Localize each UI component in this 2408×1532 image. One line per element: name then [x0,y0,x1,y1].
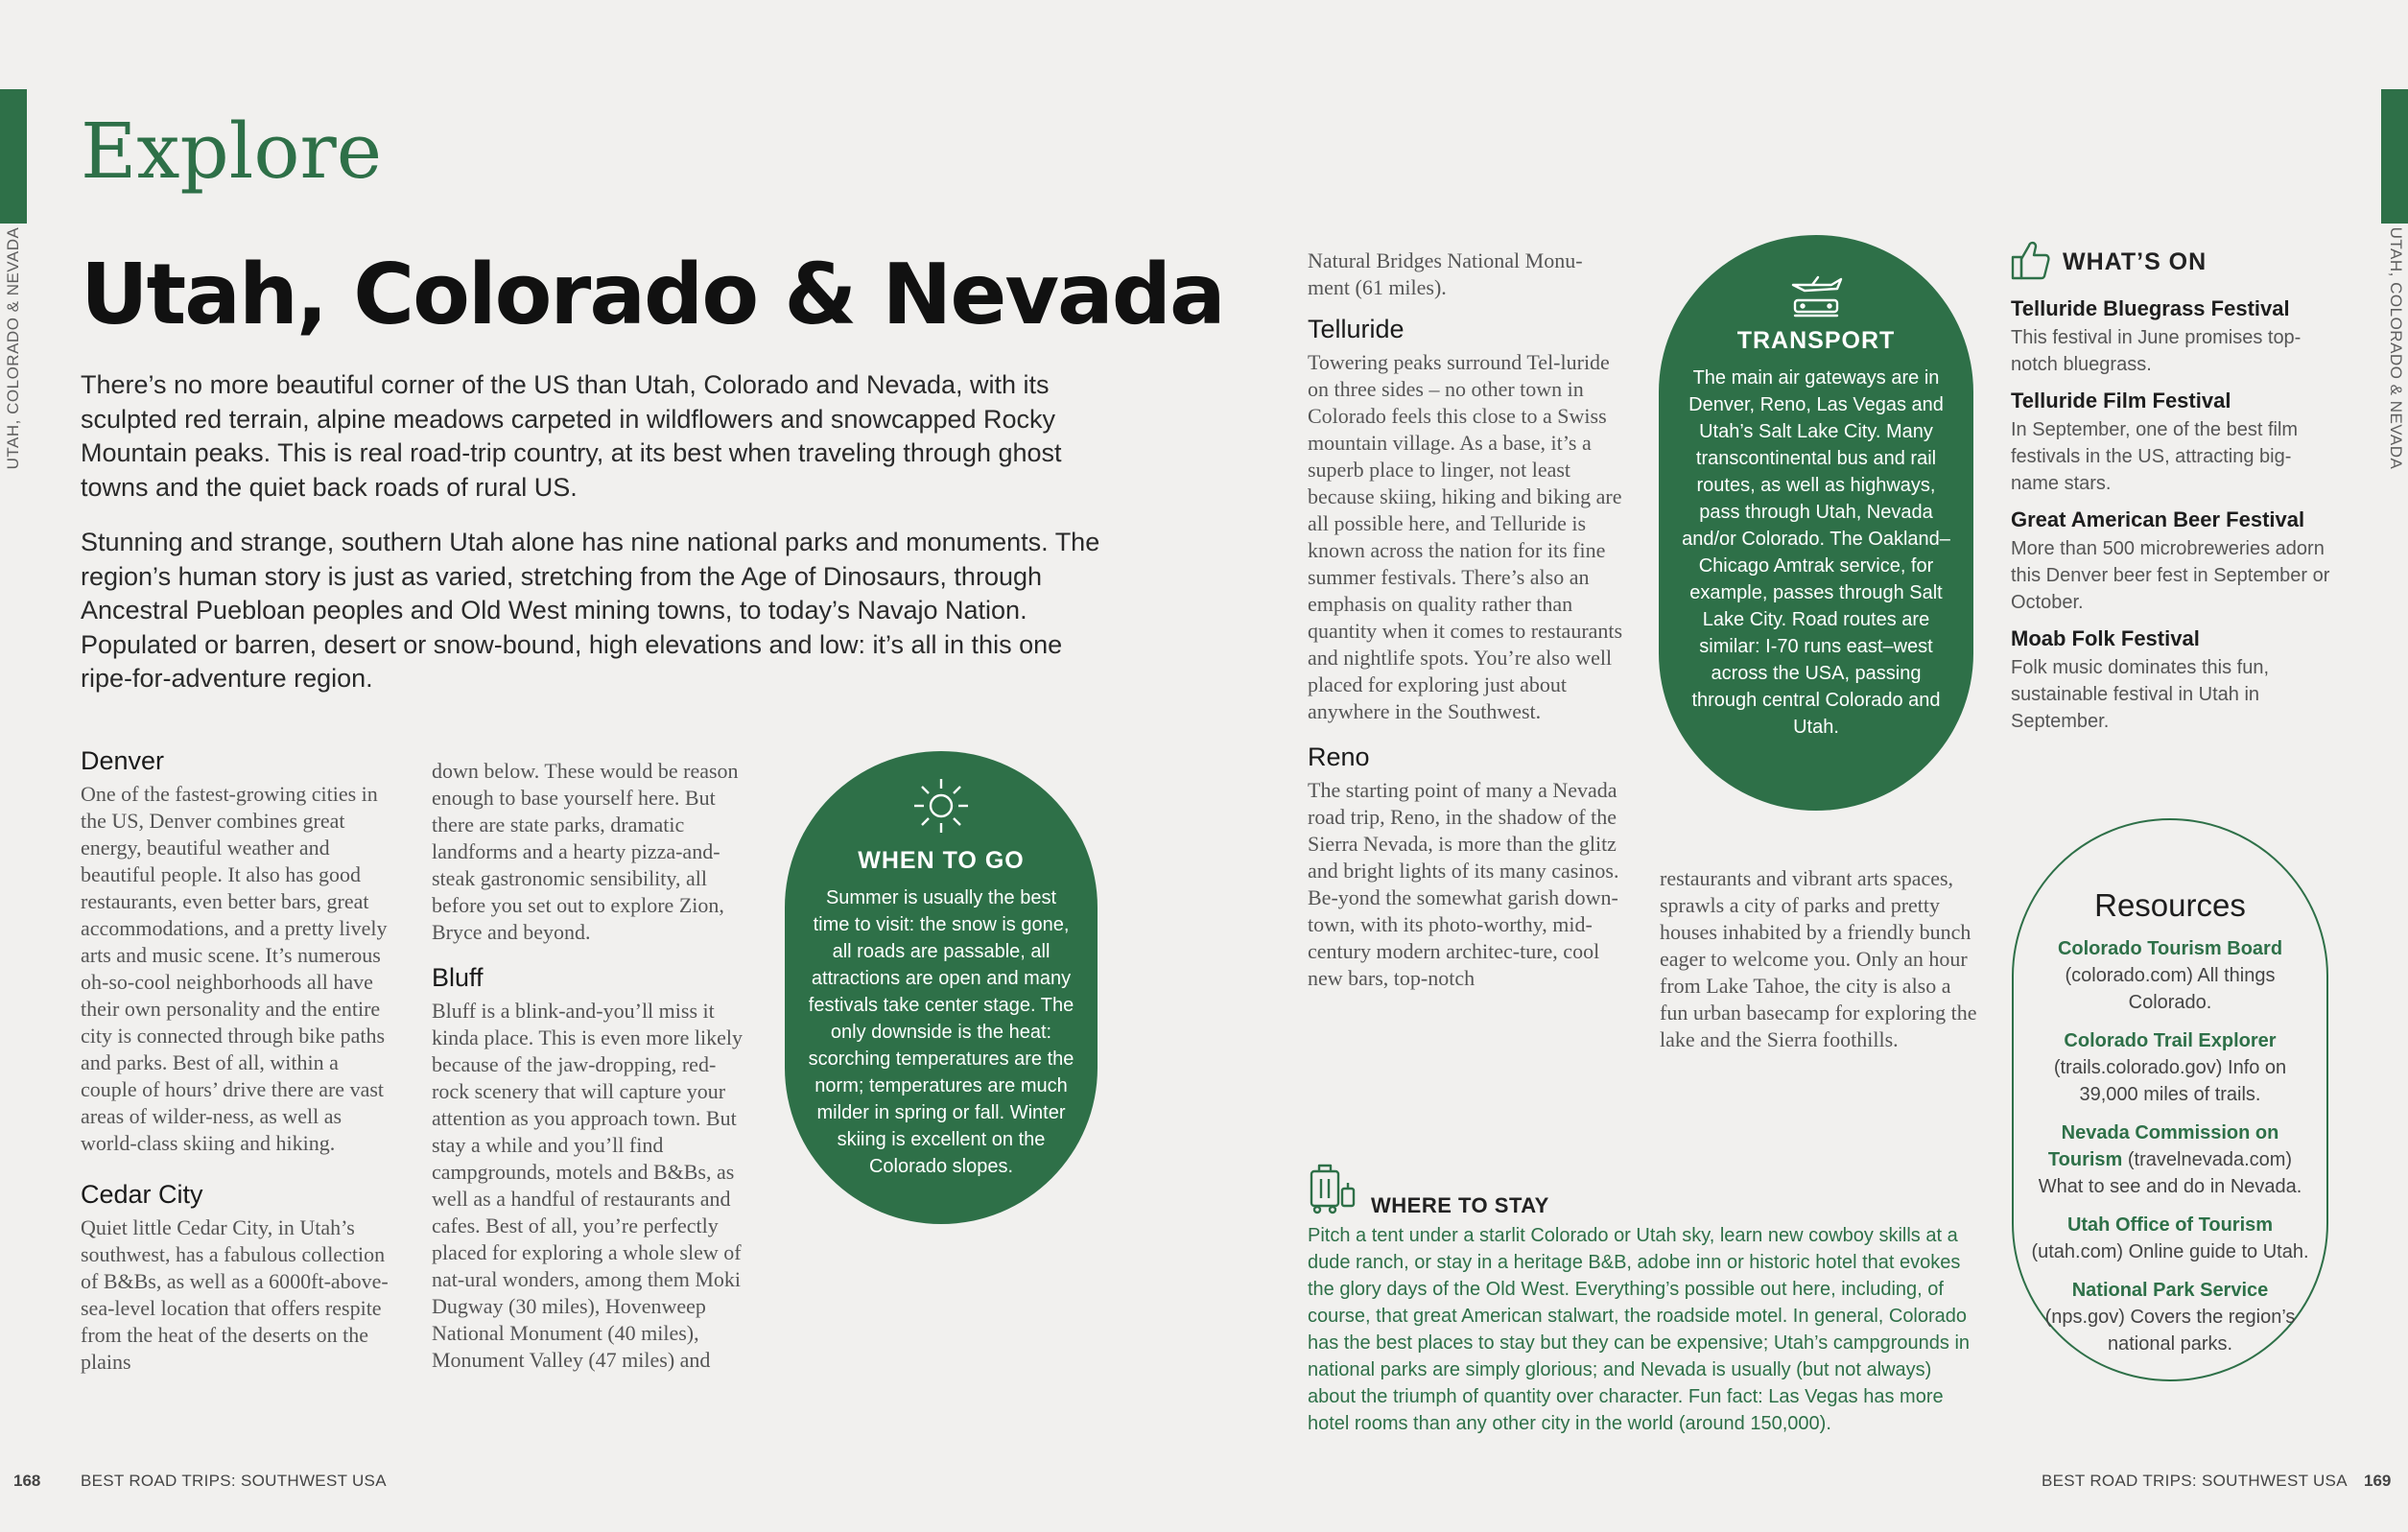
transport-title: TRANSPORT [1736,327,1896,354]
where-to-stay-body: Pitch a tent under a starlit Colorado or Utah sky, learn new cowboy skills at a dude ranch, or stay in a heritage B&B, adobe inn or historic hotel that evokes the glory days of the Old West. Everything’s possible out here, including, of course, that great American stalwart, the roadside motel. In general, Colorado has the best places to stay but they can be expensive; Utah’s campgrounds in national parks are simply glorious; and Nevada is usually (but not always) about the triumph of quantity over character. Fun fact: Las Vegas has more hotel rooms than any other city in the world (around 150,000). [1308,1225,1971,1434]
bluff-heading: Bluff [432,963,484,992]
column-denver [81,744,397,1397]
denver-heading: Denver [81,746,165,775]
resources-title: Resources [2094,887,2246,923]
event-desc: This festival in June promises top-notch bluegrass. [2011,327,2302,375]
event-item [2011,505,2337,616]
intro-paragraph-2: Stunning and strange, southern Utah alone has nine national parks and monuments. The region’s human story is just as varied, stretching from the Age of Dinosaurs, through Ancestral Puebloan peoples and Old West mining towns, to today’s Navajo Nation. Populated or barren, desert or snow-bound, high elevations and low: it’s all in this one ripe-for-adventure region. [81,528,1100,693]
when-to-go-panel [785,751,1098,1224]
event-name: Telluride Bluegrass Festival [2011,296,2290,320]
cedar-city-continued: down below. These would be reason enough to base yourself here. But there are state parks, dramatic landforms and a hearty pizza-and-steak gastronomic sensibility, all before you set out to explore Zion, Bryce and beyond. [432,759,739,944]
reno-body-continued: restaurants and vibrant arts spaces, sprawls a city of parks and pretty houses inhabited by a friendly bunch eager to welcome you. Only an hour from Lake Tahoe, the city is also a fun urban basecamp for exploring the lake and the Sierra foothills. [1660,866,1977,1051]
intro-paragraph-1: There’s no more beautiful corner of the US than Utah, Colorado and Nevada, with its sculpted red terrain, alpine meadows carpeted in wildflowers and snowcapped Rocky Mountain peaks. This is real road-trip country, at its best when traveling through ghost towns and the quiet back roads of rural US. [81,370,1062,502]
plane-train-icon [1680,273,1952,321]
denver-body: One of the fastest-growing cities in the US, Denver combines great energy, beautiful weather and beautiful people. It also has good restaurants, even better bars, great accommodations, and a pretty lively arts and music scene. It’s numerous oh-so-cool neighborhoods all have their own personality and the entire city is connected through bike paths and parks. Best of all, within a couple of hours’ drive there are vast areas of wilder-ness, as well as world-class skiing and hiking. [81,782,388,1155]
event-name: Great American Beer Festival [2011,507,2305,531]
event-item [2011,294,2337,378]
telluride-body: Towering peaks surround Tel-luride on three sides – no other town in Colorado feels this close to a Swiss mountain village. As a base, it’s a superb place to linger, not least because skiing, hiking and biking are all possible here, and Telluride is known across the nation for its fine summer festivals. There’s also an emphasis on quality rather than quantity when it comes to restaurants and nightlife spots. You’re also well placed for exploring just about anywhere in the Southwest. [1308,350,1623,723]
resources-panel [2012,818,2328,1381]
where-to-stay-title: WHERE TO STAY [1371,1193,1549,1217]
page-title: Utah, Colorado & Nevada [81,246,1224,343]
resource-item [2031,1027,2309,1108]
transport-panel [1659,235,1973,811]
resource-desc: (colorado.com) All things Colorado. [2065,965,2276,1013]
resource-item [2031,1212,2309,1265]
left-page-number: 168 [13,1472,41,1490]
column-telluride [1308,247,1624,1013]
bluff-continued: Natural Bridges National Monu-ment (61 miles). [1308,248,1583,299]
cedar-city-body: Quiet little Cedar City, in Utah’s southwest, has a fabulous collection of B&Bs, as well as a 6000ft-above-sea-level location that offers respite from the heat of the deserts on the plains [81,1215,389,1374]
section-kicker: Explore [81,106,383,196]
left-running-footer: BEST ROAD TRIPS: SOUTHWEST USA [81,1472,387,1490]
whats-on-title: WHAT’S ON [2063,247,2207,275]
resource-link[interactable]: Colorado Trail Explorer [2064,1030,2277,1051]
event-desc: More than 500 microbreweries adorn this Denver beer fest in September or October. [2011,538,2330,613]
event-item [2011,386,2337,497]
event-name: Telluride Film Festival [2011,389,2231,412]
resource-link[interactable]: National Park Service [2071,1280,2269,1301]
resource-item [2031,1277,2309,1357]
bluff-body: Bluff is a blink-and-you’ll miss it kinda place. This is even more likely because of the jaw-dropping, red-rock scenery that will capture your attention as you approach town. But stay a while and you’ll find campgrounds, motels and B&Bs, as well as a handful of restaurants and cafes. Best of all, you’re perfectly placed for exploring a whole slew of nat-ural wonders, among them Moki Dugway (30 miles), Hovenweep National Monument (40 miles), Monument Valley (47 miles) and [432,999,744,1372]
event-desc: In September, one of the best film festivals in the US, attracting big-name stars. [2011,419,2299,494]
telluride-heading: Telluride [1308,315,1405,343]
luggage-icon [1308,1162,1357,1220]
cedar-city-heading: Cedar City [81,1180,203,1209]
resource-desc: (nps.gov) Covers the region’s national parks. [2044,1307,2296,1355]
thumbs-up-icon [2011,238,2051,287]
right-tab-marker [2381,89,2408,224]
left-tab-marker [0,89,27,224]
right-page-number: 169 [2364,1472,2392,1490]
when-to-go-body: Summer is usually the best time to visit: the snow is gone, all roads are passable, all attractions are open and many festivals take center stage. The only downside is the heat: scorching temperatures are the norm; temperatures are much milder in spring or fall. Winter skiing is excellent on the Colorado slopes. [808,887,1074,1177]
resource-link[interactable]: Colorado Tourism Board [2057,938,2283,959]
event-name: Moab Folk Festival [2011,626,2200,650]
whats-on-section [2011,238,2337,739]
left-side-label: UTAH, COLORADO & NEVADA [4,226,22,470]
sun-icon [806,772,1076,839]
resource-desc: (travelnevada.com) What to see and do in Nevada. [2038,1149,2302,1197]
resource-link[interactable]: Nevada Commission on Tourism [2047,1122,2279,1170]
reno-body: The starting point of many a Nevada road trip, Reno, in the shadow of the Sierra Nevada, is more than the glitz and bright lights of its many casinos. Be-yond the somewhat garish down-town, with its photo-worthy, mid-century modern architec-ture, cool new bars, top-notch [1308,778,1619,990]
transport-body: The main air gateways are in Denver, Reno, Las Vegas and Utah’s Salt Lake City. Many transcontinental bus and rail routes, as well as highways, pass through Utah, Nevada and/or Colorado. The Oakland–Chicago Amtrak service, for example, passes through Salt Lake City. Road routes are similar: I-70 runs east–west across the USA, passing through central Colorado and Utah. [1682,367,1950,738]
resource-item [2031,1120,2309,1200]
where-to-stay-section [1308,1161,1979,1437]
when-to-go-title: WHEN TO GO [858,847,1025,874]
column-reno-continued [1660,865,1981,1074]
resource-desc: (utah.com) Online guide to Utah. [2031,1241,2309,1262]
column-bluff [432,758,748,1395]
reno-heading: Reno [1308,742,1370,771]
resource-desc: (trails.colorado.gov) Info on 39,000 miles of trails. [2053,1057,2287,1105]
resource-item [2031,935,2309,1016]
right-running-footer: BEST ROAD TRIPS: SOUTHWEST USA [2042,1472,2348,1490]
resource-link[interactable]: Utah Office of Tourism [2066,1214,2274,1236]
event-item [2011,624,2337,735]
right-side-label: UTAH, COLORADO & NEVADA [2387,226,2405,470]
event-desc: Folk music dominates this fun, sustainable festival in Utah in September. [2011,657,2269,732]
